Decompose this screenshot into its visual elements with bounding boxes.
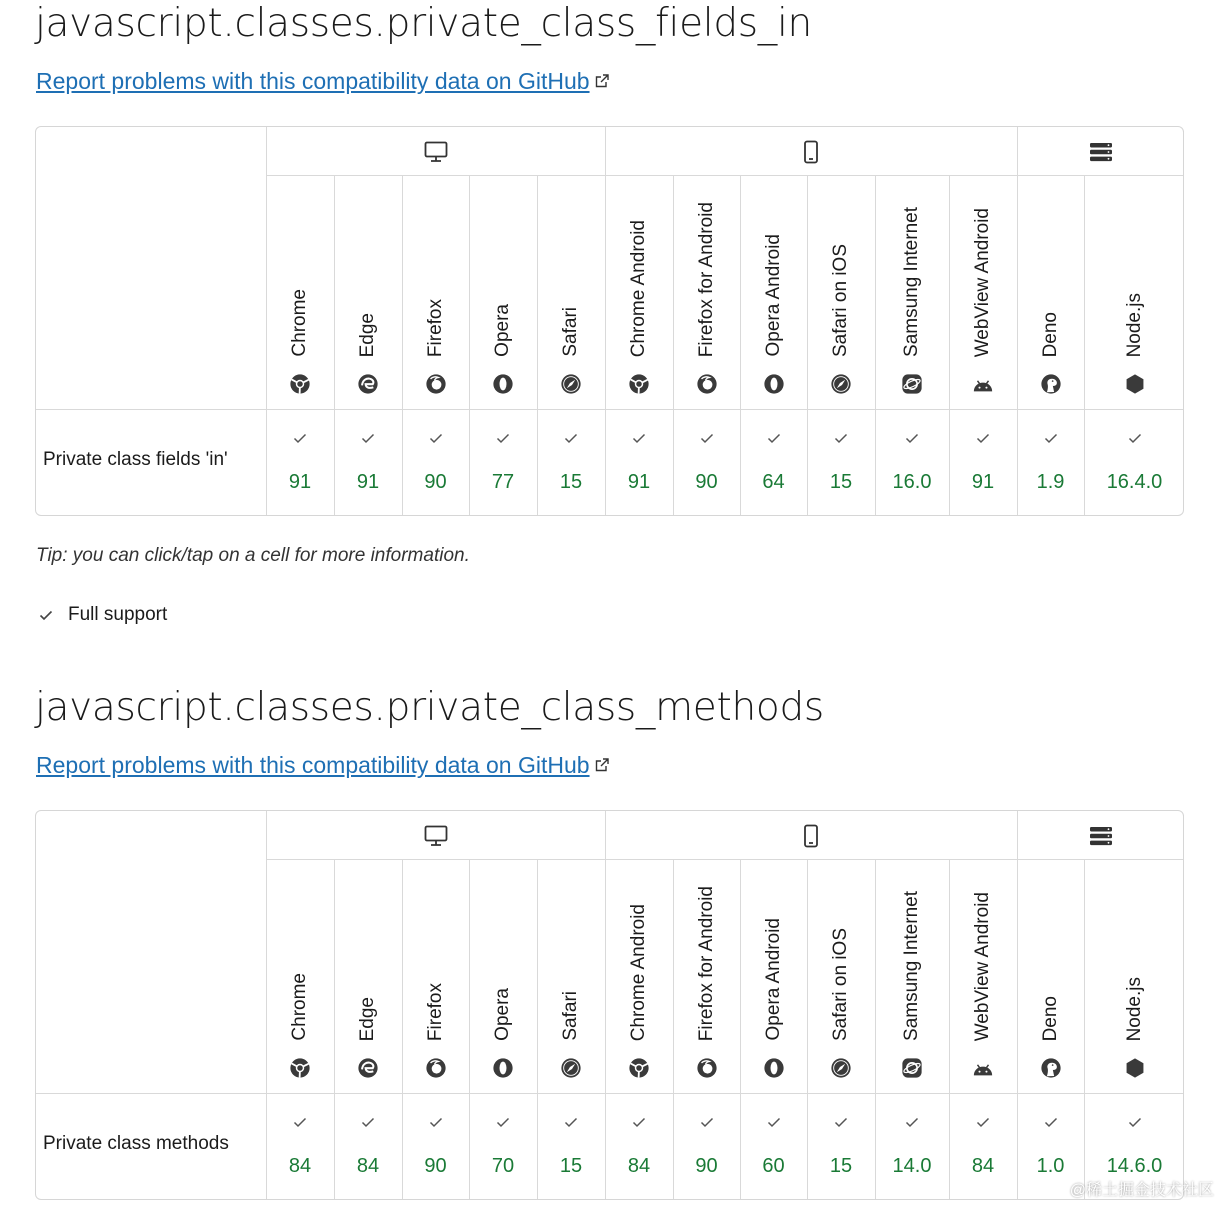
browser-header-node-js: [1084, 859, 1184, 1093]
nodejs-icon: [1124, 1057, 1146, 1079]
check-icon: [699, 430, 715, 446]
check-icon: [904, 430, 920, 446]
check-icon: [1043, 430, 1059, 446]
browser-header-opera-android: [740, 175, 807, 409]
browser-name: Deno: [1039, 311, 1061, 357]
version-added: 70: [491, 1155, 515, 1177]
version-added: 16.0: [892, 471, 932, 493]
legend-label: Full support: [68, 604, 168, 625]
support-cell[interactable]: [740, 1093, 807, 1200]
chrome-icon: [628, 373, 650, 395]
support-cell[interactable]: [334, 409, 402, 516]
check-icon: [292, 1114, 308, 1130]
browser-name: Chrome Android: [628, 219, 649, 357]
table-grid-line: [1017, 127, 1018, 175]
version-added: 15: [829, 1155, 853, 1177]
version-added: 60: [762, 1155, 785, 1177]
support-cell[interactable]: [469, 409, 537, 516]
browser-header-safari-on-ios: [807, 175, 875, 409]
tip-text: Tip: you can click/tap on a cell for more information.: [36, 545, 470, 566]
version-added: 15: [559, 471, 583, 493]
browser-name: Samsung Internet: [901, 207, 922, 357]
browser-name: Opera: [492, 304, 513, 357]
browser-header-safari: [537, 175, 605, 409]
version-added: 16.4.0: [1106, 471, 1163, 493]
support-cell[interactable]: [1084, 409, 1184, 516]
version-added: 14.6.0: [1106, 1155, 1163, 1177]
browser-header-samsung-internet: [875, 175, 949, 409]
browser-header-chrome-android: [605, 175, 673, 409]
browser-header-firefox-for-android: [673, 859, 740, 1093]
check-icon: [766, 1114, 782, 1130]
firefox-icon: [696, 1057, 718, 1079]
samsung-internet-icon: [901, 1057, 923, 1079]
browser-header-safari-on-ios: [807, 859, 875, 1093]
check-icon: [495, 430, 511, 446]
edge-icon: [357, 373, 379, 395]
check-icon: [1127, 430, 1143, 446]
browser-name: Safari on iOS: [830, 928, 851, 1041]
version-added: 91: [356, 471, 380, 493]
check-icon: [428, 1114, 444, 1130]
external-link-icon: [594, 757, 610, 773]
browser-name: Node.js: [1123, 976, 1145, 1041]
report-link-text: Report problems with this compatibility data on GitHub: [36, 752, 590, 778]
mobile-icon: [798, 823, 824, 849]
version-added: 91: [288, 471, 312, 493]
deno-icon: [1040, 1057, 1062, 1079]
check-icon: [1127, 1114, 1143, 1130]
browser-name: Firefox: [424, 982, 446, 1041]
version-added: 84: [356, 1155, 380, 1177]
version-added: 14.0: [892, 1155, 932, 1177]
version-added: 90: [695, 471, 718, 493]
check-icon: [975, 430, 991, 446]
legend-full-support: [38, 604, 167, 626]
version-added: 77: [491, 471, 515, 493]
browser-header-chrome: [266, 175, 334, 409]
version-added: 90: [424, 471, 447, 493]
browser-name: Node.js: [1123, 292, 1145, 357]
support-cell[interactable]: [334, 1093, 402, 1200]
browser-name: Deno: [1039, 995, 1061, 1041]
support-cell[interactable]: [875, 1093, 949, 1200]
check-icon: [766, 430, 782, 446]
safari-icon: [560, 373, 582, 395]
opera-icon: [763, 1057, 785, 1079]
version-added: 84: [971, 1155, 995, 1177]
browser-name: Opera Android: [762, 234, 784, 357]
support-cell[interactable]: [266, 409, 334, 516]
version-added: 15: [829, 471, 853, 493]
check-icon: [975, 1114, 991, 1130]
browser-name: WebView Android: [972, 891, 993, 1041]
browser-name: Chrome: [289, 973, 310, 1041]
safari-icon: [830, 373, 852, 395]
support-cell[interactable]: [1017, 409, 1084, 516]
report-link-text: Report problems with this compatibility data on GitHub: [36, 68, 590, 94]
check-icon: [833, 1114, 849, 1130]
support-cell[interactable]: [807, 1093, 875, 1200]
check-icon: [38, 607, 54, 623]
browser-header-chrome: [266, 859, 334, 1093]
chrome-icon: [628, 1057, 650, 1079]
browser-name: Samsung Internet: [901, 891, 922, 1041]
support-cell[interactable]: [875, 409, 949, 516]
browser-name: Safari on iOS: [830, 244, 851, 357]
support-cell[interactable]: [402, 1093, 469, 1200]
report-problems-link[interactable]: [36, 750, 610, 780]
check-icon: [360, 430, 376, 446]
browser-header-firefox-for-android: [673, 175, 740, 409]
samsung-internet-icon: [901, 373, 923, 395]
browser-name: WebView Android: [972, 207, 993, 357]
version-added: 90: [424, 1155, 447, 1177]
support-cell[interactable]: [740, 409, 807, 516]
firefox-icon: [696, 373, 718, 395]
browser-header-firefox: [402, 175, 469, 409]
support-cell[interactable]: [807, 409, 875, 516]
safari-icon: [560, 1057, 582, 1079]
support-cell[interactable]: [949, 409, 1017, 516]
opera-icon: [763, 373, 785, 395]
check-icon: [699, 1114, 715, 1130]
check-icon: [1043, 1114, 1059, 1130]
check-icon: [292, 430, 308, 446]
browser-header-safari: [537, 859, 605, 1093]
version-added: 1.9: [1036, 471, 1065, 493]
browser-name: Chrome Android: [628, 903, 649, 1041]
check-icon: [833, 430, 849, 446]
support-cell[interactable]: [266, 1093, 334, 1200]
support-cell[interactable]: [537, 1093, 605, 1200]
check-icon: [360, 1114, 376, 1130]
opera-icon: [492, 373, 514, 395]
compat-table: [35, 126, 1184, 516]
deno-icon: [1040, 373, 1062, 395]
support-cell[interactable]: [673, 409, 740, 516]
page-title: javascript.classes.private_class_methods: [35, 685, 824, 730]
server-icon: [1088, 823, 1114, 849]
support-cell[interactable]: [673, 1093, 740, 1200]
check-icon: [631, 430, 647, 446]
browser-name: Safari: [560, 991, 581, 1041]
check-icon: [563, 1114, 579, 1130]
version-added: 15: [559, 1155, 583, 1177]
check-icon: [904, 1114, 920, 1130]
browser-name: Edge: [357, 996, 378, 1041]
table-grid-line: [605, 127, 606, 175]
browser-header-edge: [334, 859, 402, 1093]
version-added: 91: [971, 471, 995, 493]
server-icon: [1088, 139, 1114, 165]
browser-header-node-js: [1084, 175, 1184, 409]
browser-name: Edge: [357, 312, 378, 357]
browser-header-samsung-internet: [875, 859, 949, 1093]
compat-table: [35, 810, 1184, 1200]
mobile-icon: [798, 139, 824, 165]
android-icon: [972, 373, 994, 395]
version-added: 90: [695, 1155, 718, 1177]
browser-name: Firefox for Android: [695, 201, 717, 357]
browser-name: Firefox for Android: [695, 885, 717, 1041]
nodejs-icon: [1124, 373, 1146, 395]
browser-name: Opera Android: [762, 918, 784, 1041]
chrome-icon: [289, 1057, 311, 1079]
browser-header-chrome-android: [605, 859, 673, 1093]
page-title: javascript.classes.private_class_fields_in: [35, 1, 812, 46]
support-cell[interactable]: [605, 1093, 673, 1200]
browser-header-opera-android: [740, 859, 807, 1093]
version-added: 64: [762, 471, 785, 493]
table-grid-line: [1017, 811, 1018, 859]
firefox-icon: [425, 1057, 447, 1079]
support-cell[interactable]: [402, 409, 469, 516]
opera-icon: [492, 1057, 514, 1079]
firefox-icon: [425, 373, 447, 395]
version-added: 84: [288, 1155, 312, 1177]
version-added: 84: [627, 1155, 651, 1177]
table-grid-line: [605, 811, 606, 859]
feature-name: Private class methods: [43, 1133, 229, 1154]
version-added: 91: [627, 471, 651, 493]
safari-icon: [830, 1057, 852, 1079]
browser-header-deno: [1017, 175, 1084, 409]
check-icon: [495, 1114, 511, 1130]
watermark: @稀土掘金技术社区: [1069, 1182, 1214, 1199]
browser-header-webview-android: [949, 859, 1017, 1093]
support-cell[interactable]: [469, 1093, 537, 1200]
browser-name: Opera: [492, 988, 513, 1041]
browser-header-opera: [469, 175, 537, 409]
support-cell[interactable]: [537, 409, 605, 516]
browser-header-edge: [334, 175, 402, 409]
report-problems-link[interactable]: [36, 66, 610, 96]
browser-name: Safari: [560, 307, 581, 357]
browser-name: Chrome: [289, 289, 310, 357]
edge-icon: [357, 1057, 379, 1079]
support-cell[interactable]: [605, 409, 673, 516]
feature-name: Private class fields 'in': [43, 449, 228, 470]
chrome-icon: [289, 373, 311, 395]
browser-header-deno: [1017, 859, 1084, 1093]
version-added: 1.0: [1036, 1155, 1065, 1177]
browser-header-opera: [469, 859, 537, 1093]
android-icon: [972, 1057, 994, 1079]
support-cell[interactable]: [949, 1093, 1017, 1200]
external-link-icon: [594, 73, 610, 89]
browser-header-webview-android: [949, 175, 1017, 409]
desktop-icon: [423, 139, 449, 165]
check-icon: [428, 430, 444, 446]
browser-name: Firefox: [424, 298, 446, 357]
check-icon: [563, 430, 579, 446]
desktop-icon: [423, 823, 449, 849]
browser-header-firefox: [402, 859, 469, 1093]
check-icon: [631, 1114, 647, 1130]
